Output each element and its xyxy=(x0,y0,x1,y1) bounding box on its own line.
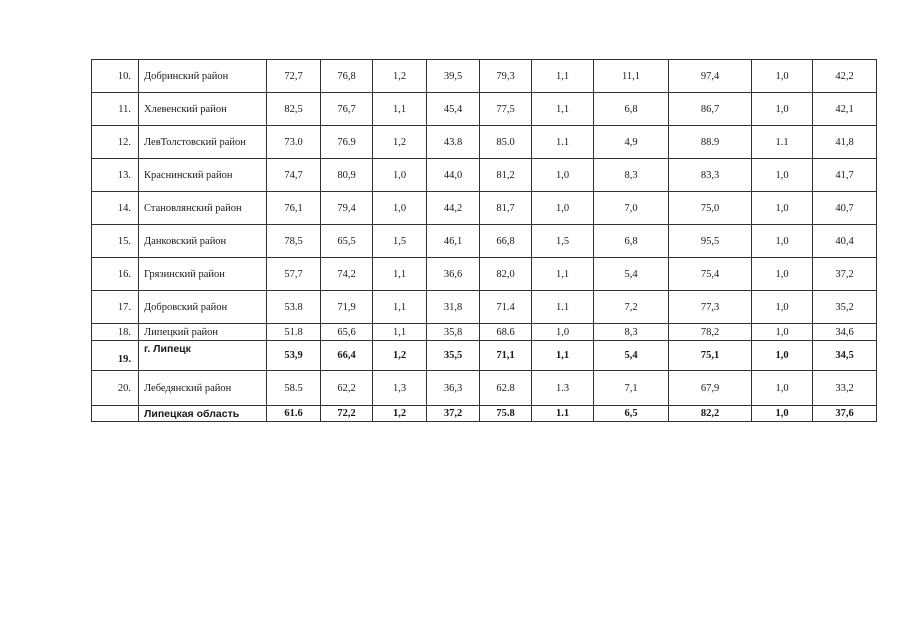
value-cell: 85.0 xyxy=(480,126,532,159)
value-cell: 1,0 xyxy=(752,60,813,93)
value-cell: 53.8 xyxy=(267,291,321,324)
value-cell: 1.3 xyxy=(532,371,594,406)
value-cell: 51.8 xyxy=(267,324,321,341)
value-cell: 1.1 xyxy=(532,406,594,422)
row-number: 20. xyxy=(92,371,139,406)
value-cell: 57,7 xyxy=(267,258,321,291)
table-row xyxy=(92,341,877,371)
district-name: Данковский район xyxy=(139,225,267,258)
value-cell: 4,9 xyxy=(594,126,669,159)
value-cell: 37,6 xyxy=(813,406,877,422)
value-cell: 8,3 xyxy=(594,159,669,192)
value-cell: 68.6 xyxy=(480,324,532,341)
district-name: Добринский район xyxy=(139,60,267,93)
value-cell: 1,1 xyxy=(373,93,427,126)
value-cell: 82,0 xyxy=(480,258,532,291)
district-name: Лебедянский район xyxy=(139,371,267,406)
value-cell: 62,2 xyxy=(321,371,373,406)
value-cell: 77,3 xyxy=(669,291,752,324)
value-cell: 71,1 xyxy=(480,341,532,371)
value-cell: 95,5 xyxy=(669,225,752,258)
table-body xyxy=(92,60,877,422)
row-number: 17. xyxy=(92,291,139,324)
row-number: 14. xyxy=(92,192,139,225)
value-cell: 1,0 xyxy=(752,93,813,126)
value-cell: 6,8 xyxy=(594,225,669,258)
value-cell: 81,7 xyxy=(480,192,532,225)
value-cell: 86,7 xyxy=(669,93,752,126)
value-cell: 39,5 xyxy=(427,60,480,93)
value-cell: 5,4 xyxy=(594,258,669,291)
value-cell: 97,4 xyxy=(669,60,752,93)
value-cell: 71.4 xyxy=(480,291,532,324)
district-statistics-table xyxy=(91,59,877,422)
value-cell: 1,0 xyxy=(373,192,427,225)
value-cell: 61.6 xyxy=(267,406,321,422)
value-cell: 35,2 xyxy=(813,291,877,324)
row-number: 18. xyxy=(92,324,139,341)
row-number: 16. xyxy=(92,258,139,291)
district-name: Хлевенский район xyxy=(139,93,267,126)
value-cell: 1,0 xyxy=(752,192,813,225)
district-name: Становлянский район xyxy=(139,192,267,225)
value-cell: 1,2 xyxy=(373,406,427,422)
value-cell: 1.1 xyxy=(752,126,813,159)
value-cell: 6,8 xyxy=(594,93,669,126)
value-cell: 78,5 xyxy=(267,225,321,258)
value-cell: 42,2 xyxy=(813,60,877,93)
value-cell: 42,1 xyxy=(813,93,877,126)
value-cell: 72,7 xyxy=(267,60,321,93)
table-row xyxy=(92,258,877,291)
row-number: 11. xyxy=(92,93,139,126)
district-name: ЛевТолстовский район xyxy=(139,126,267,159)
value-cell: 41,8 xyxy=(813,126,877,159)
row-number: 10. xyxy=(92,60,139,93)
value-cell: 41,7 xyxy=(813,159,877,192)
value-cell: 37,2 xyxy=(813,258,877,291)
row-number: 12. xyxy=(92,126,139,159)
value-cell: 1,0 xyxy=(752,341,813,371)
value-cell: 1,5 xyxy=(373,225,427,258)
district-name: Добровский район xyxy=(139,291,267,324)
district-name: Липецкий район xyxy=(139,324,267,341)
value-cell: 8,3 xyxy=(594,324,669,341)
value-cell: 6,5 xyxy=(594,406,669,422)
value-cell: 46,1 xyxy=(427,225,480,258)
table-row xyxy=(92,126,877,159)
row-number: 19. xyxy=(92,341,139,371)
value-cell: 1,0 xyxy=(752,291,813,324)
value-cell: 44,2 xyxy=(427,192,480,225)
value-cell: 1,0 xyxy=(752,159,813,192)
value-cell: 43.8 xyxy=(427,126,480,159)
value-cell: 35,8 xyxy=(427,324,480,341)
value-cell: 65,5 xyxy=(321,225,373,258)
value-cell: 36,3 xyxy=(427,371,480,406)
value-cell: 1,1 xyxy=(373,258,427,291)
value-cell: 45,4 xyxy=(427,93,480,126)
value-cell: 1,0 xyxy=(373,159,427,192)
value-cell: 1,1 xyxy=(373,291,427,324)
district-name: г. Липецк xyxy=(139,341,267,371)
value-cell: 83,3 xyxy=(669,159,752,192)
value-cell: 36,6 xyxy=(427,258,480,291)
value-cell: 71,9 xyxy=(321,291,373,324)
district-name: Липецкая область xyxy=(139,406,267,422)
district-name: Краснинский район xyxy=(139,159,267,192)
value-cell: 76.9 xyxy=(321,126,373,159)
table-row xyxy=(92,291,877,324)
value-cell: 1,0 xyxy=(752,406,813,422)
row-number xyxy=(92,406,139,422)
value-cell: 34,5 xyxy=(813,341,877,371)
value-cell: 79,3 xyxy=(480,60,532,93)
value-cell: 72,2 xyxy=(321,406,373,422)
value-cell: 1,1 xyxy=(532,60,594,93)
row-number: 15. xyxy=(92,225,139,258)
value-cell: 62.8 xyxy=(480,371,532,406)
value-cell: 7,0 xyxy=(594,192,669,225)
value-cell: 1,5 xyxy=(532,225,594,258)
table-row xyxy=(92,159,877,192)
value-cell: 66,4 xyxy=(321,341,373,371)
value-cell: 58.5 xyxy=(267,371,321,406)
value-cell: 79,4 xyxy=(321,192,373,225)
value-cell: 7,1 xyxy=(594,371,669,406)
value-cell: 74,2 xyxy=(321,258,373,291)
value-cell: 1,0 xyxy=(752,371,813,406)
value-cell: 88.9 xyxy=(669,126,752,159)
district-name: Грязинский район xyxy=(139,258,267,291)
value-cell: 1,0 xyxy=(752,225,813,258)
value-cell: 1,0 xyxy=(752,324,813,341)
value-cell: 35,5 xyxy=(427,341,480,371)
value-cell: 40,4 xyxy=(813,225,877,258)
table-row xyxy=(92,406,877,422)
value-cell: 1,1 xyxy=(532,93,594,126)
value-cell: 11,1 xyxy=(594,60,669,93)
value-cell: 1,2 xyxy=(373,341,427,371)
value-cell: 1,1 xyxy=(532,258,594,291)
value-cell: 34,6 xyxy=(813,324,877,341)
value-cell: 1,0 xyxy=(532,324,594,341)
value-cell: 75,4 xyxy=(669,258,752,291)
value-cell: 1.1 xyxy=(532,291,594,324)
value-cell: 53,9 xyxy=(267,341,321,371)
value-cell: 78,2 xyxy=(669,324,752,341)
table-row xyxy=(92,192,877,225)
value-cell: 76,7 xyxy=(321,93,373,126)
table-row xyxy=(92,371,877,406)
value-cell: 44,0 xyxy=(427,159,480,192)
value-cell: 1,1 xyxy=(373,324,427,341)
value-cell: 1,2 xyxy=(373,126,427,159)
value-cell: 76,1 xyxy=(267,192,321,225)
value-cell: 67,9 xyxy=(669,371,752,406)
value-cell: 1,1 xyxy=(532,341,594,371)
value-cell: 1,0 xyxy=(532,192,594,225)
value-cell: 81,2 xyxy=(480,159,532,192)
value-cell: 5,4 xyxy=(594,341,669,371)
value-cell: 82,2 xyxy=(669,406,752,422)
value-cell: 7,2 xyxy=(594,291,669,324)
value-cell: 74,7 xyxy=(267,159,321,192)
table-row xyxy=(92,225,877,258)
value-cell: 1,3 xyxy=(373,371,427,406)
value-cell: 1,0 xyxy=(752,258,813,291)
value-cell: 77,5 xyxy=(480,93,532,126)
table-row xyxy=(92,60,877,93)
value-cell: 66,8 xyxy=(480,225,532,258)
value-cell: 1.1 xyxy=(532,126,594,159)
table-row xyxy=(92,93,877,126)
value-cell: 82,5 xyxy=(267,93,321,126)
value-cell: 1,2 xyxy=(373,60,427,93)
value-cell: 73.0 xyxy=(267,126,321,159)
value-cell: 76,8 xyxy=(321,60,373,93)
value-cell: 33,2 xyxy=(813,371,877,406)
value-cell: 37,2 xyxy=(427,406,480,422)
value-cell: 75,1 xyxy=(669,341,752,371)
value-cell: 75,0 xyxy=(669,192,752,225)
value-cell: 1,0 xyxy=(532,159,594,192)
value-cell: 75.8 xyxy=(480,406,532,422)
value-cell: 31,8 xyxy=(427,291,480,324)
table-row xyxy=(92,324,877,341)
value-cell: 65,6 xyxy=(321,324,373,341)
value-cell: 80,9 xyxy=(321,159,373,192)
value-cell: 40,7 xyxy=(813,192,877,225)
row-number: 13. xyxy=(92,159,139,192)
